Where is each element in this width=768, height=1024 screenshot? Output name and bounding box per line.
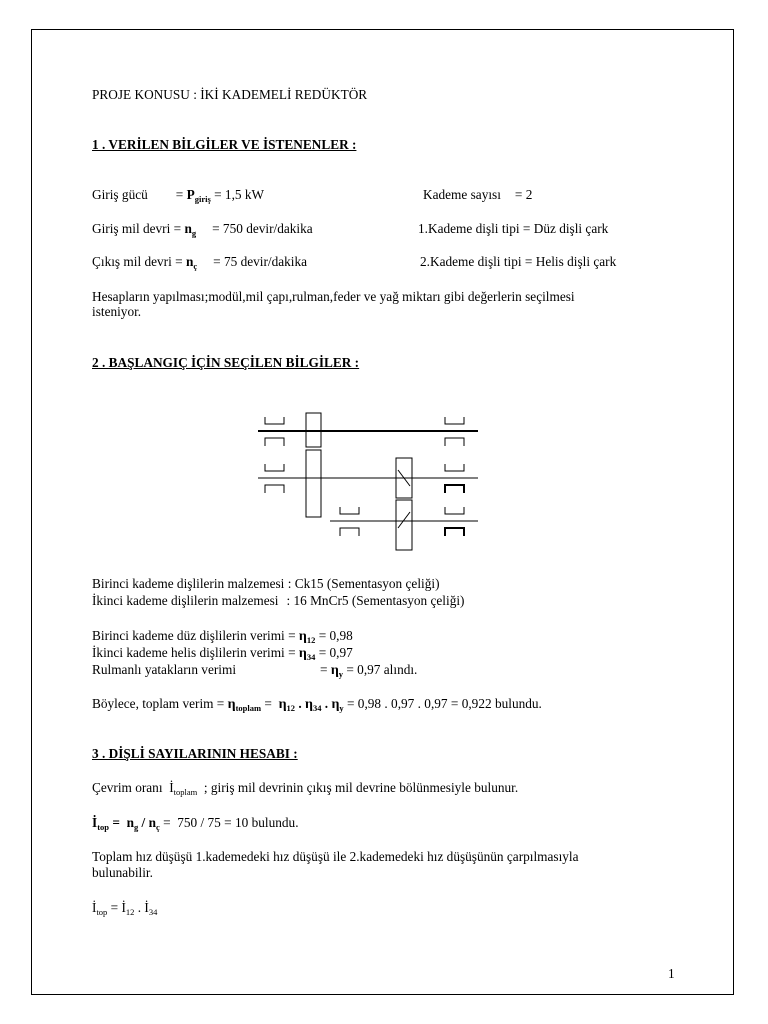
note-line-1: Toplam hız düşüşü 1.kademedeki hız düşüşü ile 2.kademedeki hız düşüşünün çarpılmasıyla [92, 849, 579, 864]
ratio-calc-nc-sub: ç [155, 822, 160, 832]
efficiency3-sub: y [338, 669, 344, 679]
ratio-calc-ng: n [126, 815, 134, 830]
ratio-calc-ng-sub: g [133, 822, 139, 832]
input-power-symbol: P [186, 187, 195, 202]
stage-count-label: Kademe sayısı [423, 187, 501, 202]
input-power-value: = 1,5 kW [214, 187, 265, 202]
stage2-gear-label: 2.Kademe dişli tipi = [420, 254, 533, 269]
efficiency2-symbol: η [298, 646, 307, 661]
ratio-sub: toplam [173, 787, 198, 797]
ratio-calc-nc: n [148, 815, 156, 830]
total-efficiency-prefix: Böylece, toplam verim = [92, 696, 225, 711]
efficiency3-label: Rulmanlı yatakların verimi [92, 662, 237, 677]
term2-dot: . [321, 696, 332, 711]
section2-heading: 2 . BAŞLANGIÇ İÇİN SEÇİLEN BİLGİLER : [92, 355, 360, 370]
material1-label: Birinci kademe dişlilerin malzemesi [92, 576, 285, 591]
input-speed-symbol: n [184, 221, 192, 236]
efficiency1-value: = 0,98 [318, 628, 353, 643]
ratio-text: ; giriş mil devrinin çıkış mil devrine bölünmesiyle bulunur. [203, 780, 519, 795]
ratio-calc-slash: / [141, 815, 146, 830]
gear-4-helix [398, 512, 410, 528]
bearing-mid-left-bottom [265, 485, 284, 493]
ratio-calc-eq: = [112, 815, 120, 830]
efficiency3-expr [320, 662, 417, 679]
stage2-gear-value: Helis dişli çark [535, 254, 617, 269]
ratio-row [92, 780, 518, 796]
efficiency2-sub: 34 [306, 652, 316, 662]
term1-dot: . [295, 696, 306, 711]
ratio-calc-value: 750 / 75 = 10 bulundu. [177, 815, 299, 830]
input-speed-sub: g [191, 228, 197, 238]
ratio-calc-sub: top [97, 822, 109, 832]
page-number: 1 [668, 966, 675, 981]
request-line-2: isteniyor. [92, 304, 142, 319]
efficiency1-label: Birinci kademe düz dişlilerin verimi = [92, 628, 296, 643]
total-efficiency-eq: = [264, 696, 272, 711]
term2-sub: 34 [312, 703, 322, 713]
efficiency3-symbol: η [330, 663, 339, 678]
material1-value: : Ck15 (Sementasyon çeliği) [287, 576, 440, 591]
efficiency2-row [92, 645, 353, 662]
formula-i12: İ [121, 900, 126, 915]
stage1-gear-label: 1.Kademe dişli tipi = [418, 221, 531, 236]
term1-symbol: η [278, 697, 287, 712]
ratio-calc-symbol: İ [92, 815, 98, 830]
formula-i34: İ [144, 900, 149, 915]
bearing-out-right-bottom [445, 528, 464, 536]
stage1-gear-value: Düz dişli çark [533, 221, 609, 236]
total-efficiency-value: = 0,98 . 0,97 . 0,97 = 0,922 bulundu. [346, 696, 542, 711]
project-title: PROJE KONUSU : İKİ KADEMELİ REDÜKTÖR [92, 87, 368, 102]
bearing-mid-right-top [445, 464, 464, 471]
ratio-formula-row [92, 900, 157, 916]
input-speed-prefix: Giriş mil devri = [92, 221, 182, 236]
formula-i34-sub: 34 [148, 907, 158, 917]
ratio-prefix: Çevrim oranı [92, 780, 163, 795]
formula-symbol: İ [92, 900, 97, 915]
note-line-2: bulunabilir. [92, 865, 153, 880]
input-power-eq: = [175, 187, 184, 202]
term3-symbol: η [331, 697, 340, 712]
efficiency3-eq: = [320, 662, 328, 677]
output-speed-prefix: Çıkış mil devri = [92, 254, 183, 269]
bearing-out-right-top [445, 507, 464, 514]
efficiency1-sub: 12 [306, 635, 316, 645]
efficiency2-value: = 0,97 [318, 645, 353, 660]
total-efficiency-symbol: η [227, 697, 236, 712]
output-speed-sub: ç [193, 261, 198, 271]
gear-4 [396, 500, 412, 550]
efficiency1-symbol: η [298, 629, 307, 644]
bearing-input-right-bottom [445, 438, 464, 446]
total-efficiency-sub: toplam [235, 703, 262, 713]
output-speed-symbol: n [185, 254, 194, 269]
bearing-input-left-top [265, 417, 284, 424]
input-speed-value: = 750 devir/dakika [212, 221, 313, 236]
input-power-sub: giriş [194, 194, 211, 204]
bearing-mid-right-bottom [445, 485, 464, 493]
formula-sub: top [96, 907, 108, 917]
efficiency2-label: İkinci kademe helis dişlilerin verimi = [92, 645, 296, 660]
total-efficiency-row [92, 696, 542, 713]
stage-count-value: = 2 [514, 187, 533, 202]
bearing-mid-left-top [265, 464, 284, 471]
efficiency1-row [92, 628, 353, 645]
formula-eq: = [110, 900, 119, 915]
formula-i12-sub: 12 [125, 907, 135, 917]
output-speed-value: = 75 devir/dakika [213, 254, 308, 269]
section1-heading: 1 . VERİLEN BİLGİLER VE İSTENENLER : [92, 137, 357, 152]
bearing-input-right-top [445, 417, 464, 424]
efficiency3-row [92, 662, 236, 678]
ratio-calc-eq2: = [163, 815, 171, 830]
efficiency3-value: = 0,97 alındı. [346, 662, 418, 677]
bearing-out-left-bottom [340, 528, 359, 536]
material1-row [92, 576, 440, 592]
material2-row [92, 593, 464, 609]
formula-dot: . [137, 900, 142, 915]
ratio-symbol: İ [169, 780, 174, 795]
term1-sub: 12 [286, 703, 296, 713]
term3-sub: y [339, 703, 344, 713]
ratio-calc-row [92, 815, 299, 831]
gear-2 [306, 450, 321, 517]
section3-heading: 3 . DİŞLİ SAYILARININ HESABI : [92, 746, 298, 761]
term2-symbol: η [305, 697, 313, 712]
request-line-1: Hesapların yapılması;modül,mil çapı,rulman,feder ve yağ miktarı gibi değerlerin seçilmesi [92, 289, 575, 304]
bearing-input-left-bottom [265, 438, 284, 446]
material2-label: İkinci kademe dişlilerin malzemesi [92, 593, 279, 608]
material2-value: : 16 MnCr5 (Sementasyon çeliği) [286, 593, 465, 608]
input-power-prefix: Giriş gücü [92, 187, 148, 202]
bearing-out-left-top [340, 507, 359, 514]
